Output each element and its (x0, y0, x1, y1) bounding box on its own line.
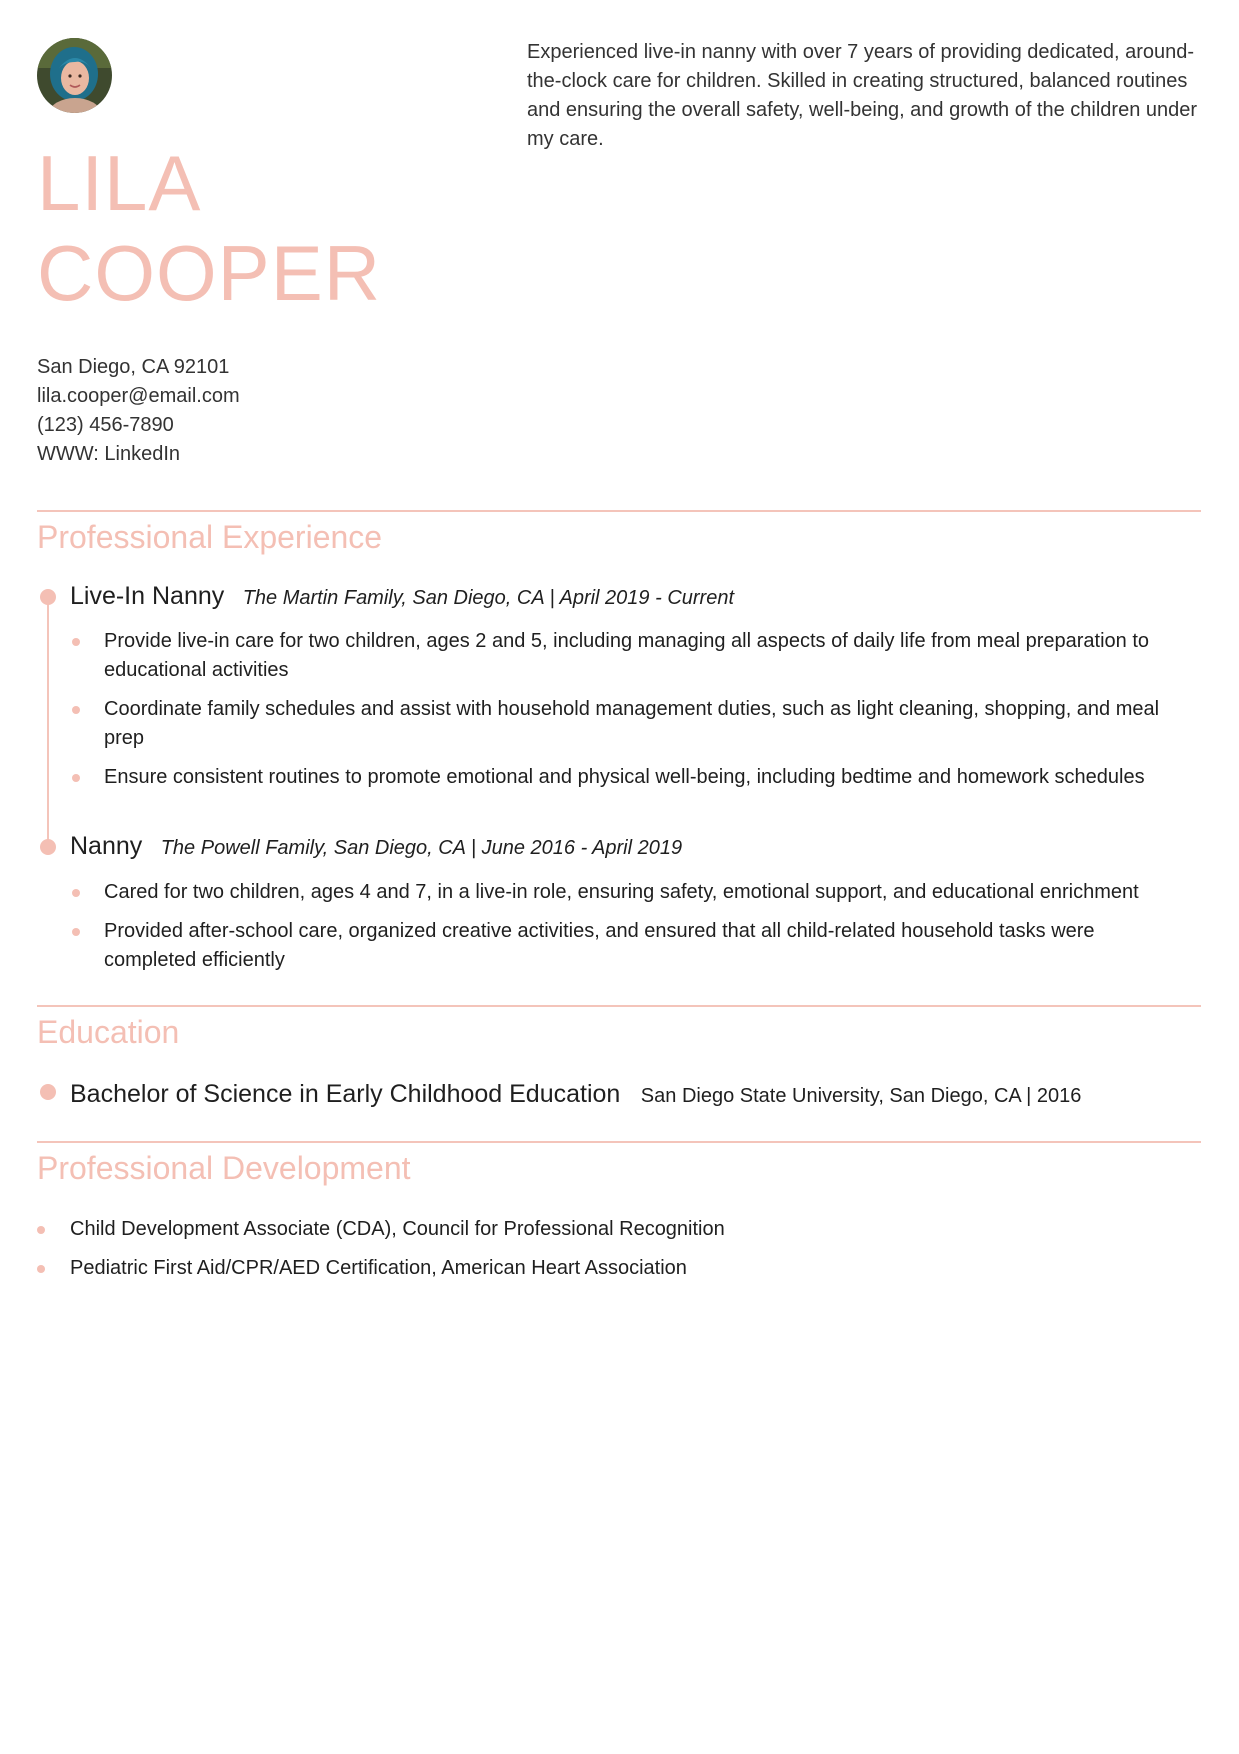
contact-website[interactable]: WWW: LinkedIn (37, 443, 180, 465)
bullet-text: Ensure consistent routines to promote emotional and physical well-being, including bedtime and homework schedules (104, 766, 1145, 788)
section-divider (37, 510, 1201, 512)
list-item (70, 627, 1170, 685)
list-item (70, 695, 1170, 753)
bullet-dot (72, 889, 80, 897)
job-header (70, 832, 682, 861)
section-divider (37, 1005, 1201, 1007)
bullet-dot (72, 774, 80, 782)
first-name: LILA (37, 139, 202, 227)
profile-photo (37, 38, 112, 113)
job-header (70, 582, 734, 611)
bullet-text: Provide live-in care for two children, ages 2 and 5, including managing all aspects of daily life from meal preparation to educational activities (104, 630, 1149, 681)
education-entry (70, 1080, 1081, 1109)
bullet-dot (72, 638, 80, 646)
bullet-dot (37, 1265, 45, 1273)
section-divider (37, 1141, 1201, 1143)
timeline-dot (40, 839, 56, 855)
job-meta: The Powell Family, San Diego, CA | June 2016 - April 2019 (160, 837, 683, 859)
school-meta: San Diego State University, San Diego, CA | 2016 (640, 1085, 1082, 1107)
contact-block (37, 353, 240, 469)
bullet-text: Pediatric First Aid/CPR/AED Certification, American Heart Association (70, 1257, 687, 1279)
avatar-image (37, 38, 112, 113)
experience-section-title: Professional Experience (37, 519, 383, 555)
bullet-dot (72, 928, 80, 936)
job-title: Nanny (70, 832, 143, 860)
contact-location: San Diego, CA 92101 (37, 356, 230, 378)
bullet-text: Cared for two children, ages 4 and 7, in a live-in role, ensuring safety, emotional support, and educational enrichment (104, 881, 1139, 903)
timeline-dot (40, 1084, 56, 1100)
list-item (37, 1215, 1137, 1244)
bullet-dot (37, 1226, 45, 1234)
bullet-text: Coordinate family schedules and assist with household management duties, such as light cleaning, shopping, and meal prep (104, 698, 1160, 749)
summary-text: Experienced live-in nanny with over 7 years of providing dedicated, around-the-clock care for children. Skilled in creating structured, balanced routines and ensuring the overall safety, well-being, and growth of the children under my care. (527, 41, 1198, 150)
development-section-title: Professional Development (37, 1150, 411, 1186)
list-item (37, 1254, 1137, 1283)
timeline-line (47, 598, 49, 846)
list-item (70, 878, 1170, 907)
job-title: Live-In Nanny (70, 582, 225, 610)
contact-email[interactable]: lila.cooper@email.com (37, 385, 240, 407)
timeline-dot (40, 589, 56, 605)
job-bullets (70, 627, 1170, 802)
candidate-name (37, 138, 381, 318)
degree-title: Bachelor of Science in Early Childhood Education (70, 1080, 621, 1108)
job-bullets (70, 878, 1170, 985)
contact-phone: (123) 456-7890 (37, 414, 174, 436)
list-item (70, 763, 1170, 792)
bullet-dot (72, 706, 80, 714)
education-section-title: Education (37, 1014, 180, 1050)
development-list (37, 1215, 1137, 1293)
last-name: COOPER (37, 229, 382, 317)
job-meta: The Martin Family, San Diego, CA | April 2019 - Current (242, 587, 735, 609)
bullet-text: Provided after-school care, organized creative activities, and ensured that all child-related household tasks were completed efficiently (104, 920, 1095, 971)
bullet-text: Child Development Associate (CDA), Council for Professional Recognition (70, 1218, 725, 1240)
list-item (70, 917, 1170, 975)
